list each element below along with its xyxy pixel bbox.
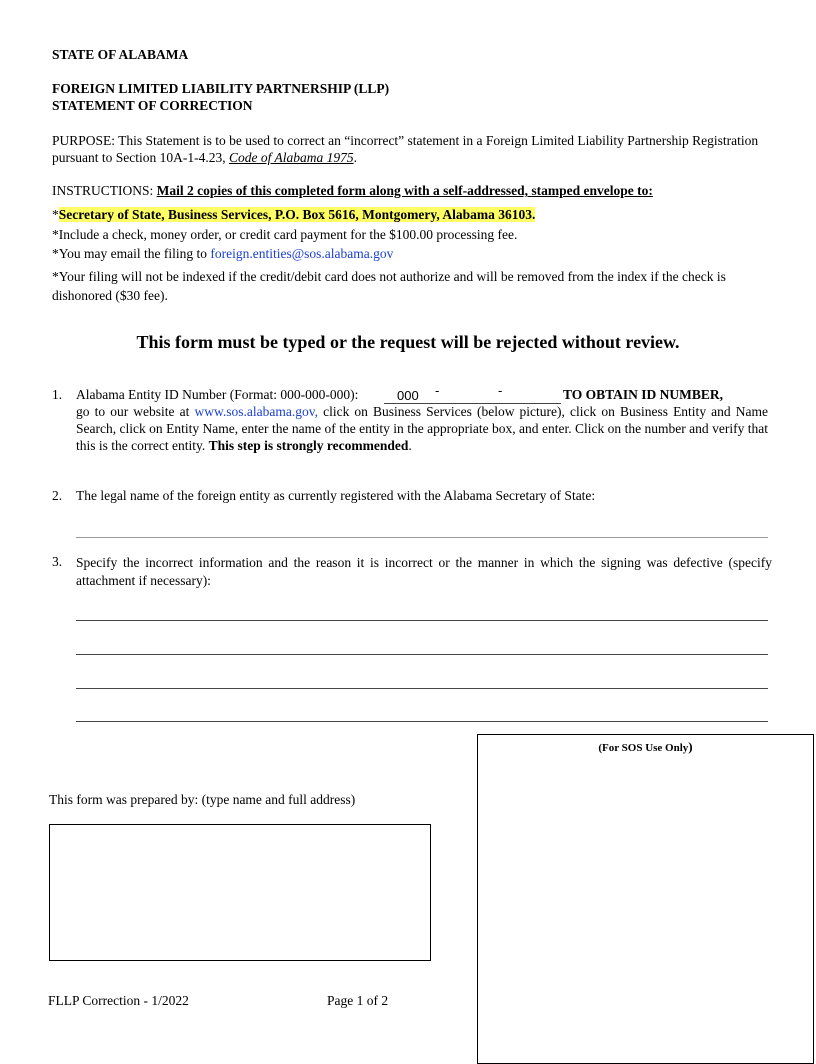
instructions-line bbox=[52, 183, 764, 199]
item1-label: Alabama Entity ID Number (Format: 000-000-000): bbox=[76, 387, 359, 402]
item1-text-b: click on Business Services (below picture), click on Business Entity and Name Search, click on Entity Name, enter the name of the entity in the appropriate box, and enter. Click on the number and verify that this is the correct entity. bbox=[76, 404, 768, 453]
mail-instructions: Mail 2 copies of this completed form along with a self-addressed, stamped envelope to: bbox=[156, 183, 653, 198]
prepared-by-label: This form was prepared by: (type name and full address) bbox=[49, 792, 356, 807]
sos-use-paren: ) bbox=[688, 739, 693, 754]
id-dash-1: - bbox=[435, 383, 440, 398]
state-heading: STATE OF ALABAMA bbox=[52, 47, 189, 62]
item2-text: The legal name of the foreign entity as currently registered with the Alabama Secretary of State: bbox=[76, 488, 596, 503]
item3-number: 3. bbox=[52, 554, 63, 569]
address-line bbox=[52, 207, 535, 223]
address-prefix: * bbox=[52, 207, 59, 222]
correction-field-line-1[interactable] bbox=[76, 620, 768, 621]
page-number: Page 1 of 2 bbox=[327, 993, 389, 1008]
item1-text-a: go to our website at bbox=[76, 404, 195, 419]
item1-instructions bbox=[76, 403, 768, 454]
email-prefix: *You may email the filing to bbox=[52, 246, 211, 261]
item1-end: . bbox=[408, 438, 412, 453]
email-line bbox=[52, 246, 393, 262]
entity-id-field[interactable] bbox=[384, 383, 561, 404]
code-reference: Code of Alabama 1975 bbox=[228, 150, 354, 165]
sos-website-link[interactable]: www.sos.alabama.gov, bbox=[194, 404, 318, 419]
obtain-id-heading: TO OBTAIN ID NUMBER, bbox=[563, 387, 724, 402]
purpose-paragraph bbox=[52, 132, 764, 166]
recommendation: This step is strongly recommended bbox=[208, 438, 409, 453]
correction-field-line-4[interactable] bbox=[76, 721, 768, 722]
prepared-by-input-box[interactable] bbox=[49, 824, 431, 961]
form-id: FLLP Correction - 1/2022 bbox=[48, 993, 189, 1008]
entity-id-value: 000 bbox=[397, 388, 419, 403]
item2-number: 2. bbox=[52, 488, 63, 503]
correction-field-line-2[interactable] bbox=[76, 654, 768, 655]
typed-warning: This form must be typed or the request will be rejected without review. bbox=[136, 332, 680, 352]
index-note: *Your filing will not be indexed if the credit/debit card does not authorize and will be removed from the index if the check is dishonored ($30 fee). bbox=[52, 269, 726, 303]
form-subtitle: STATEMENT OF CORRECTION bbox=[52, 98, 253, 113]
mailing-address: Secretary of State, Business Services, P.O. Box 5616, Montgomery, Alabama 36103. bbox=[58, 207, 536, 222]
sos-use-box bbox=[477, 734, 814, 1064]
sos-use-text: (For SOS Use Only bbox=[598, 742, 689, 754]
correction-field-line-3[interactable] bbox=[76, 688, 768, 689]
email-link[interactable]: foreign.entities@sos.alabama.gov bbox=[210, 246, 394, 261]
item3-text: Specify the incorrect information and the reason it is incorrect or the manner in which the signing was defective (specify attachment if necessary): bbox=[76, 555, 772, 588]
payment-note: *Include a check, money order, or credit card payment for the $100.00 processing fee. bbox=[52, 227, 518, 242]
sos-use-label bbox=[478, 739, 813, 755]
purpose-end: . bbox=[353, 150, 357, 165]
purpose-text: PURPOSE: This Statement is to be used to correct an “incorrect” statement in a Foreign Limited Liability Partnership Registration pursuant to Section 10A-1-4.23, bbox=[52, 133, 759, 165]
instructions-label: INSTRUCTIONS: bbox=[52, 183, 157, 198]
legal-name-field[interactable] bbox=[76, 537, 768, 538]
form-title: FOREIGN LIMITED LIABILITY PARTNERSHIP (LLP) bbox=[52, 81, 390, 96]
item1-number: 1. bbox=[52, 387, 63, 402]
id-dash-2: - bbox=[498, 383, 503, 398]
